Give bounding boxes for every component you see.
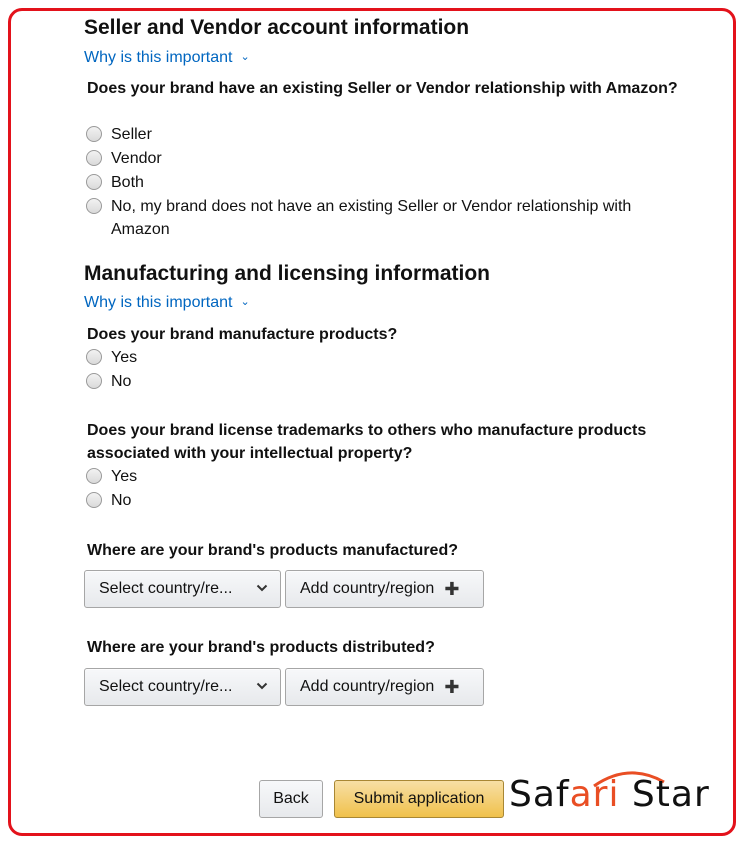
radio-label: No [111,492,132,509]
select-value: Select country/re... [99,580,233,597]
back-button[interactable]: Back [259,780,323,818]
radio-label: No [111,373,132,390]
manufacturing-why-link[interactable] [84,294,250,312]
manufacture-question: Does your brand manufacture products? [87,326,398,343]
select-value: Select country/re... [99,678,233,695]
radio-button[interactable] [86,198,102,214]
radio-label: No, my brand does not have an existing Seller or Vendor relationship with Amazon [111,198,632,238]
why-link-text[interactable]: Why is this important [84,294,233,311]
radio-button[interactable] [86,349,102,365]
radio-label: Vendor [111,150,162,167]
chevron-down-icon: ⌄ [240,296,250,308]
logo-text-accent: ari [569,774,620,815]
license-question: Does your brand license trademarks to others who manufacture products associated with your intellectual property? [87,422,647,462]
why-link-text[interactable]: Why is this important [84,49,233,66]
seller-section-title: Seller and Vendor account information [84,16,470,39]
seller-why-link[interactable] [84,49,250,67]
radio-label: Both [111,174,144,191]
radio-label: Yes [111,349,138,366]
radio-manufacture-yes[interactable] [86,346,671,369]
chevron-down-icon [256,582,268,594]
add-distributed-country-button[interactable] [285,668,484,706]
chevron-down-icon [256,680,268,692]
radio-button[interactable] [86,373,102,389]
radio-manufacture-no[interactable] [86,370,671,393]
radio-option-seller[interactable] [86,123,671,146]
chevron-down-icon: ⌄ [240,51,250,63]
radio-label: Yes [111,468,138,485]
logo-text [509,774,710,815]
radio-button[interactable] [86,492,102,508]
radio-button[interactable] [86,150,102,166]
radio-option-both[interactable] [86,171,671,194]
radio-license-no[interactable] [86,489,671,512]
radio-button[interactable] [86,174,102,190]
safari-star-logo [509,768,719,818]
logo-text-part: Star [619,774,710,815]
plus-icon: ✚ [444,578,460,599]
radio-button[interactable] [86,126,102,142]
radio-label: Seller [111,126,152,143]
add-button-label: Add country/region [300,580,435,597]
distributed-where-question: Where are your brand's products distributed? [87,639,435,656]
radio-button[interactable] [86,468,102,484]
radio-option-vendor[interactable] [86,147,671,170]
submit-application-button[interactable]: Submit application [334,780,504,818]
manufactured-where-question: Where are your brand's products manufactured? [87,542,458,559]
add-button-label: Add country/region [300,678,435,695]
seller-question: Does your brand have an existing Seller or Vendor relationship with Amazon? [87,80,678,97]
add-manufactured-country-button[interactable] [285,570,484,608]
plus-icon: ✚ [444,676,460,697]
radio-license-yes[interactable] [86,465,671,488]
distributed-country-select[interactable] [84,668,281,706]
logo-text-part: Saf [509,774,570,815]
radio-option-no-relationship[interactable] [86,195,671,241]
manufactured-country-select[interactable] [84,570,281,608]
manufacturing-section-title: Manufacturing and licensing information [84,262,491,285]
